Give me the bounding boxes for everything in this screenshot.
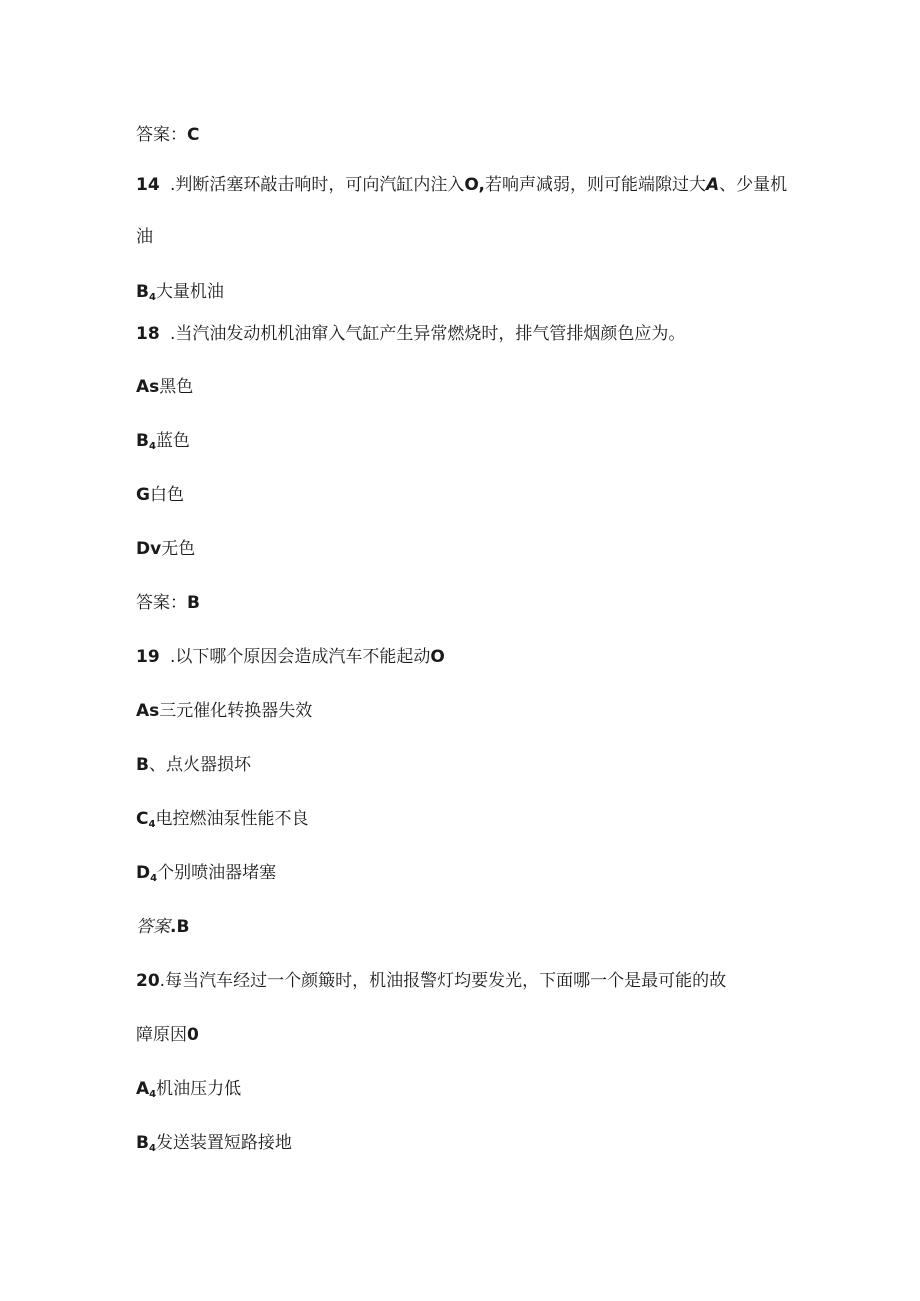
option-line (136, 538, 195, 560)
option-line (136, 1078, 241, 1106)
option-label: As (136, 701, 160, 721)
option-label: B (136, 431, 149, 451)
answer-value: C (187, 125, 200, 145)
option-label: As (136, 377, 160, 397)
option-label: A (705, 175, 720, 195)
option-line (136, 700, 312, 722)
option-label: Dv (136, 539, 162, 559)
question-text-symbol: O, (464, 175, 485, 195)
option-label: B (136, 282, 149, 302)
answer-line (136, 916, 189, 938)
option-line (136, 808, 308, 836)
option-line (136, 754, 251, 776)
option-label: C (136, 809, 149, 829)
option-label-sub: 4 (148, 292, 156, 303)
question-text: .当汽油发动机机油窜入气缸产生异常燃烧时，排气管排烟颜色应为。 (170, 324, 686, 344)
option-label: B (136, 1133, 149, 1153)
question-20 (136, 970, 726, 992)
answer-value: B (187, 593, 200, 613)
option-line (136, 1132, 292, 1160)
option-text: 机油压力低 (156, 1079, 242, 1099)
option-text-cont: 油 (136, 227, 153, 247)
option-text: 三元催化转换器失效 (159, 701, 313, 721)
option-line (136, 862, 276, 890)
answer-line (136, 592, 200, 614)
question-text-symbol: O (430, 647, 445, 667)
answer-prefix: 答案 (136, 917, 170, 937)
question-text: .判断活塞环敲击响时，可向汽缸内注入 (170, 175, 465, 195)
question-number: 19 (136, 647, 160, 667)
answer-prefix: 答案： (136, 593, 187, 613)
option-label-sub: 4 (150, 873, 158, 884)
option-line (136, 281, 224, 309)
option-line (136, 430, 190, 458)
option-label-sub: 4 (148, 441, 156, 452)
question-20-cont (136, 1024, 199, 1046)
option-text: 个别喷油器堵塞 (157, 863, 277, 883)
question-number: 20 (136, 971, 160, 991)
question-14 (136, 174, 787, 196)
question-text: .以下哪个原因会造成汽车不能起动 (170, 647, 431, 667)
answer-prefix: 答案： (136, 125, 187, 145)
option-label-sub: 4 (149, 1089, 157, 1100)
option-label: G (136, 485, 150, 505)
answer-line (136, 124, 199, 146)
option-text: 蓝色 (155, 431, 190, 451)
option-text: 黑色 (159, 377, 194, 397)
option-text: 电控燃油泵性能不良 (155, 809, 309, 829)
question-19 (136, 646, 445, 668)
option-line (136, 484, 184, 506)
option-label: A (136, 1079, 150, 1099)
option-label-sub: 4 (148, 1143, 156, 1154)
question-text: .每当汽车经过一个颜簸时，机油报警灯均要发光，下面哪一个是最可能的故 (159, 971, 727, 991)
question-18 (136, 323, 685, 345)
question-text-cont: 若响声减弱，则可能端隙过大 (484, 175, 706, 195)
question-14-cont (136, 226, 153, 248)
option-text: 大量机油 (155, 282, 224, 302)
option-label-sub: 4 (148, 819, 156, 830)
answer-value: .B (170, 917, 190, 937)
option-text: 无色 (161, 539, 196, 559)
question-text-cont: 障原因 (136, 1025, 187, 1045)
question-text-symbol: 0 (187, 1025, 199, 1045)
question-number: 18 (136, 324, 160, 344)
option-text: 、少量机 (719, 175, 788, 195)
option-text: 发送装置短路接地 (155, 1133, 292, 1153)
option-text: 、点火器损坏 (148, 755, 251, 775)
option-label: B (136, 755, 149, 775)
question-number: 14 (136, 175, 160, 195)
option-text: 白色 (149, 485, 184, 505)
option-label: D (136, 863, 151, 883)
option-line (136, 376, 193, 398)
